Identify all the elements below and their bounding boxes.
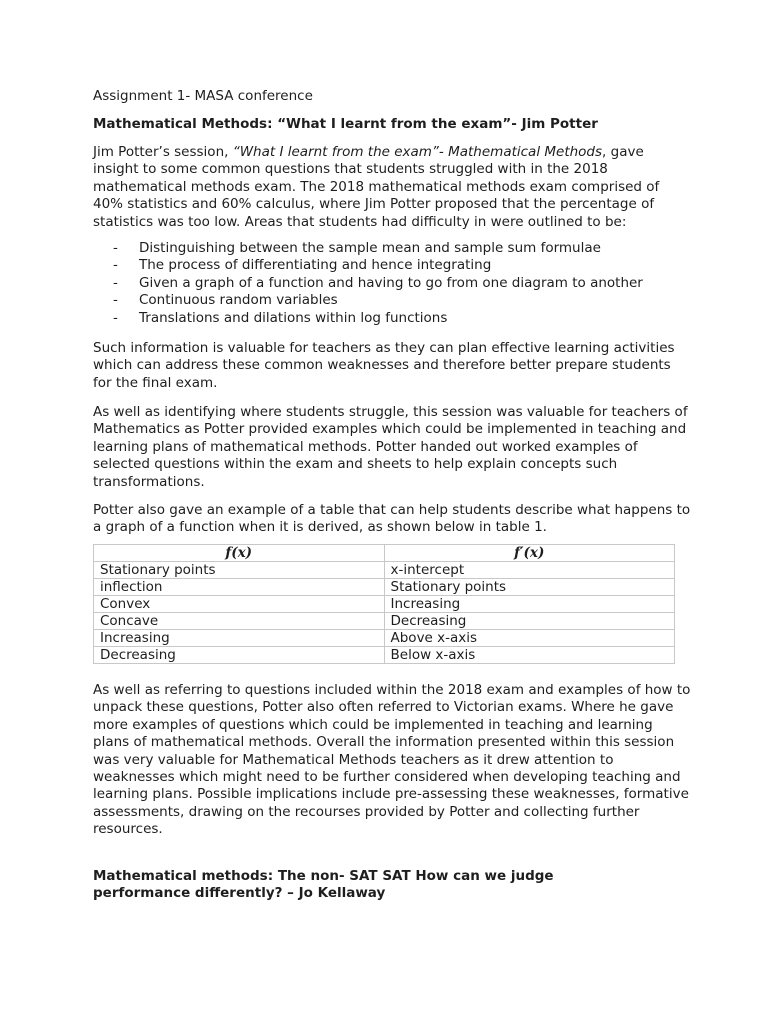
table-row — [94, 630, 675, 647]
table-cell: Below x-axis — [384, 647, 675, 664]
table-cell: inflection — [94, 579, 385, 596]
header-f-prime-of-x: f′(x) — [384, 545, 675, 562]
list-item: - Translations and dilations within log functions — [113, 310, 693, 327]
intro-suffix: , gave insight to some common questions that students struggled with in the 2018 mathematical methods exam. The 2018 mathematical methods exam comprised of 40% statistics and 60% calculus, where Jim Potter proposed that the percentage of statistics was too low. Areas that students had difficulty in were outlined to be: — [93, 144, 660, 230]
list-item: - Distinguishing between the sample mean and sample sum formulae — [113, 240, 693, 257]
section-heading-potter: Mathematical Methods: “What I learnt from the exam”- Jim Potter — [93, 116, 598, 132]
table-row — [94, 596, 675, 613]
table-cell: Stationary points — [384, 579, 675, 596]
list-item: - The process of differentiating and hence integrating — [113, 257, 693, 274]
table-cell: Concave — [94, 613, 385, 630]
table-header-row — [94, 545, 675, 562]
intro-paragraph — [93, 144, 693, 231]
table-row — [94, 613, 675, 630]
table-cell: Increasing — [94, 630, 385, 647]
difficulty-list — [113, 240, 693, 327]
table-row — [94, 647, 675, 664]
paragraph-table-intro: Potter also gave an example of a table that can help students describe what happens to a graph of a function when it is derived, as shown below in table 1. — [93, 502, 691, 536]
header-f-of-x: f(x) — [94, 545, 385, 562]
assignment-title: Assignment 1- MASA conference — [93, 88, 313, 104]
table-row — [94, 562, 675, 579]
table-cell: x-intercept — [384, 562, 675, 579]
table-cell: Stationary points — [94, 562, 385, 579]
paragraph-valuable-info: Such information is valuable for teachers as they can plan effective learning activities which can address these common weaknesses and therefore better prepare students for the final exam. — [93, 340, 675, 391]
derivative-table — [93, 544, 675, 664]
table-cell: Convex — [94, 596, 385, 613]
table-cell: Above x-axis — [384, 630, 675, 647]
paragraph-identifying-struggles: As well as identifying where students struggle, this session was valuable for teachers of Mathematics as Potter provided examples which could be implemented in teaching and learning plans of mathematical methods. Potter handed out worked examples of selected questions within the exam and sheets to help explain concepts such transformations. — [93, 404, 688, 490]
intro-prefix: Jim Potter’s session, — [93, 144, 233, 160]
session-title: “What I learnt from the exam”- Mathematical Methods — [232, 144, 603, 160]
section-heading-kellaway: Mathematical methods: The non- SAT SAT How can we judge performance differently? – Jo Kellaway — [93, 868, 554, 902]
list-item: - Continuous random variables — [113, 292, 693, 309]
table-cell: Decreasing — [384, 613, 675, 630]
paragraph-victorian-exams: As well as referring to questions included within the 2018 exam and examples of how to unpack these questions, Potter also often referred to Victorian exams. Where he gave more examples of questions which could be implemented in teaching and learning plans of mathematical methods. Overall the information presented within this session was very valuable for Mathematical Methods teachers as it drew attention to weaknesses which might need to be further considered when developing teaching and learning plans. Possible implications include pre-assessing these weaknesses, formative assessments, drawing on the recourses provided by Potter and collecting further resources. — [93, 682, 691, 838]
table-cell: Increasing — [384, 596, 675, 613]
table-row — [94, 579, 675, 596]
list-item: - Given a graph of a function and having to go from one diagram to another — [113, 275, 693, 292]
table-cell: Decreasing — [94, 647, 385, 664]
